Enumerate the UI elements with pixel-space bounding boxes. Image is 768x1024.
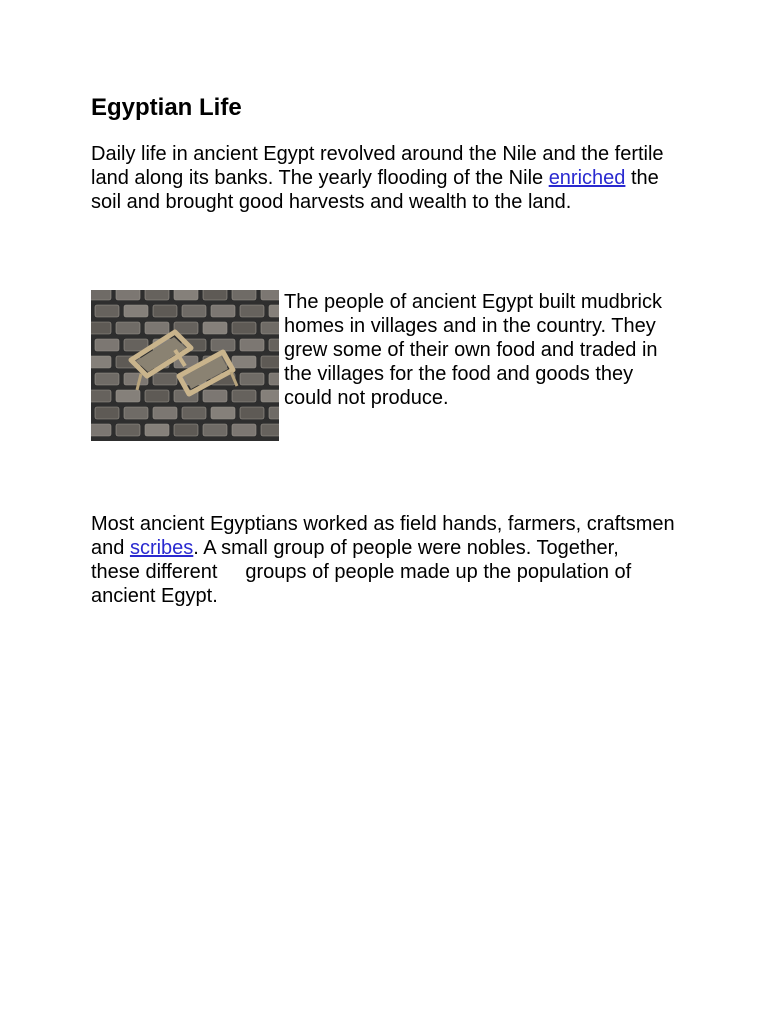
paragraph-line: grew some of their own food and traded in (284, 339, 658, 361)
paragraph-line: soil and brought good harvests and wealth to the land. (91, 191, 572, 213)
paragraph-line: the (625, 167, 659, 189)
paragraph-line: homes in villages and in the country. They (284, 315, 656, 337)
paragraph-line: Daily life in ancient Egypt revolved around the Nile and the fertile (91, 143, 664, 165)
paragraph-homes (284, 290, 662, 410)
paragraph-line: land along its banks. The yearly flooding of the Nile (91, 167, 549, 189)
paragraph-workers (91, 512, 675, 608)
paragraph-line: and (91, 537, 130, 559)
paragraph-line: groups of people made up the population of (245, 561, 632, 583)
page-title: Egyptian Life (91, 94, 242, 121)
link-enriched[interactable]: enriched (548, 167, 626, 189)
paragraph-line: these different (91, 561, 218, 583)
paragraph-line: could not produce. (284, 387, 449, 409)
paragraph-line: ancient Egypt. (91, 585, 218, 607)
paragraph-line: The people of ancient Egypt built mudbrick (284, 291, 662, 313)
paragraph-line: . A small group of people were nobles. Together, (193, 537, 619, 559)
paragraph-nile (91, 142, 664, 214)
link-scribes[interactable]: scribes (129, 537, 194, 559)
mudbrick-photo (91, 290, 279, 441)
paragraph-line: the villages for the food and goods they (284, 363, 634, 385)
paragraph-line: Most ancient Egyptians worked as field hands, farmers, craftsmen (91, 513, 675, 535)
